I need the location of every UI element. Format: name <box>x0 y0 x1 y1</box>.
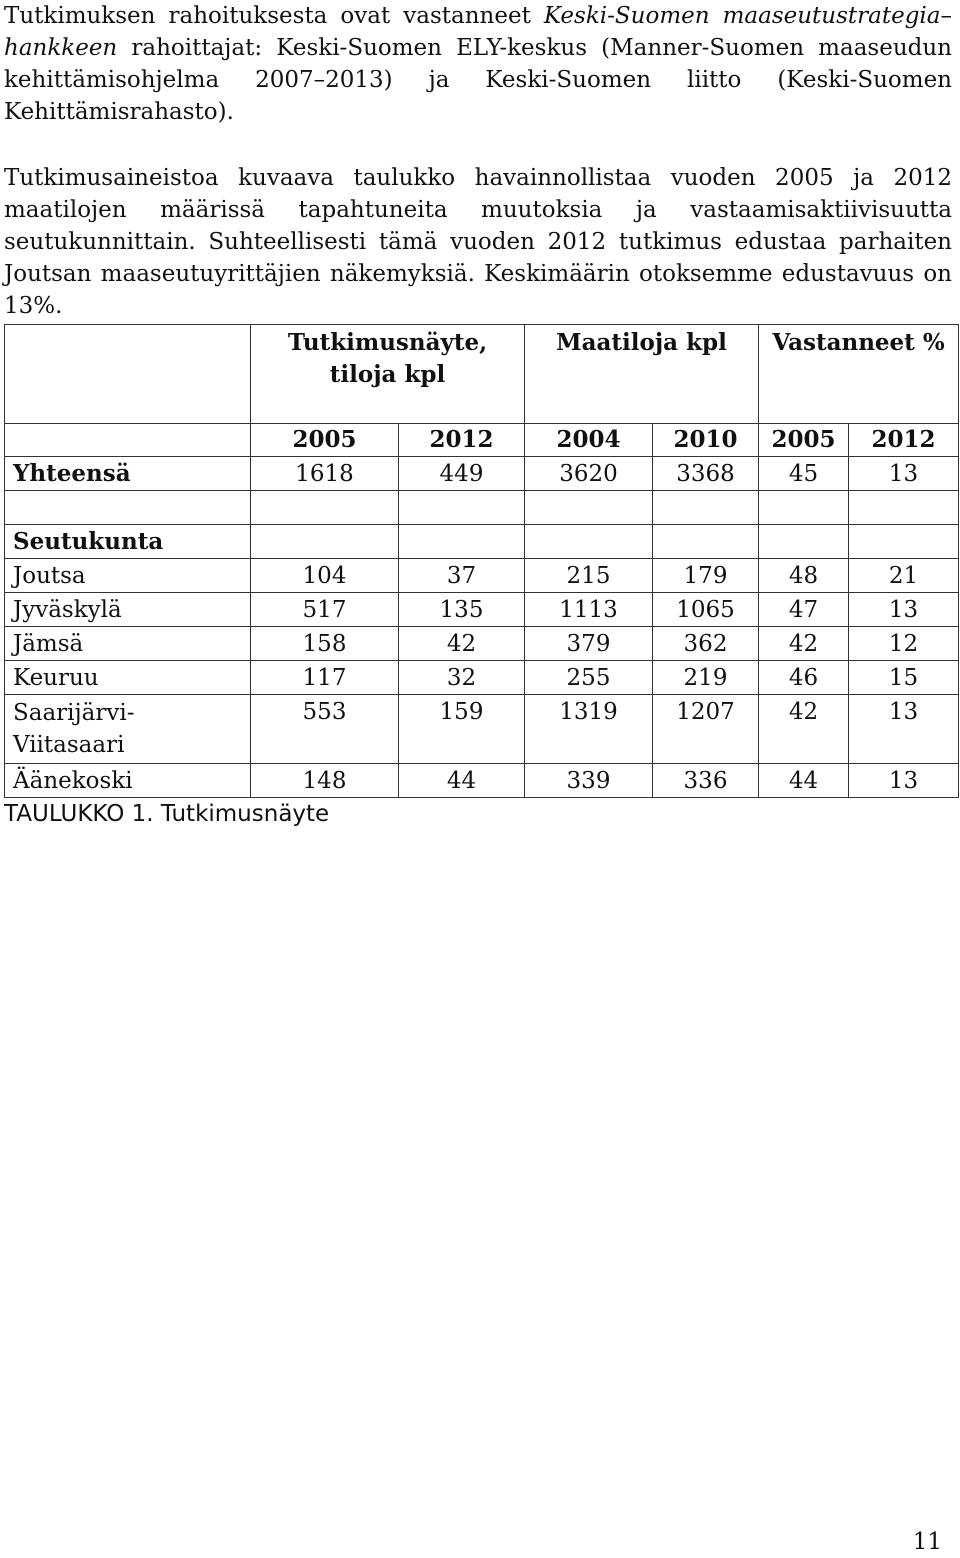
table-cell: 1065 <box>653 593 759 627</box>
page-number: 11 <box>912 1529 942 1555</box>
empty-cell <box>525 525 653 559</box>
table-header-row <box>5 325 959 424</box>
empty-cell <box>653 491 759 525</box>
empty-cell <box>5 491 251 525</box>
table-cell: 1113 <box>525 593 653 627</box>
table-cell: 42 <box>759 695 849 764</box>
region-label: Jämsä <box>5 627 251 661</box>
header-farms: Maatiloja kpl <box>525 325 759 424</box>
table-cell: 215 <box>525 559 653 593</box>
empty-cell <box>399 525 525 559</box>
sample-table <box>4 324 959 798</box>
table-cell: 517 <box>251 593 399 627</box>
years-empty-cell <box>5 424 251 457</box>
total-row <box>5 457 959 491</box>
year-cell: 2012 <box>849 424 959 457</box>
table-cell: 255 <box>525 661 653 695</box>
table-row <box>5 695 959 764</box>
table-cell: 104 <box>251 559 399 593</box>
empty-cell <box>759 491 849 525</box>
table-cell: 379 <box>525 627 653 661</box>
year-cell: 2010 <box>653 424 759 457</box>
table-cell: 12 <box>849 627 959 661</box>
table-cell: 362 <box>653 627 759 661</box>
table-cell: 159 <box>399 695 525 764</box>
year-cell: 2005 <box>251 424 399 457</box>
table-cell: 1319 <box>525 695 653 764</box>
empty-row <box>5 491 959 525</box>
year-cell: 2005 <box>759 424 849 457</box>
table-cell: 117 <box>251 661 399 695</box>
table-caption: TAULUKKO 1. Tutkimusnäyte <box>4 801 330 827</box>
table-cell: 158 <box>251 627 399 661</box>
table-cell: 219 <box>653 661 759 695</box>
table-cell: 553 <box>251 695 399 764</box>
funding-text-start: Tutkimuksen rahoituksesta ovat vastanneet <box>4 3 544 29</box>
table-cell: 339 <box>525 764 653 798</box>
table-cell: 179 <box>653 559 759 593</box>
table-cell: 45 <box>759 457 849 491</box>
table-cell: 148 <box>251 764 399 798</box>
table-cell: 37 <box>399 559 525 593</box>
empty-cell <box>399 491 525 525</box>
table-cell: 48 <box>759 559 849 593</box>
table-cell: 3620 <box>525 457 653 491</box>
header-responded: Vastanneet % <box>759 325 959 424</box>
table-cell: 135 <box>399 593 525 627</box>
funding-text-end: rahoittajat: Keski-Suomen ELY-keskus (Manner-Suomen maaseudun kehittämisohjelma 2007–2013) ja Keski-Suomen liitto (Keski-Suomen Kehittämisrahasto). <box>4 35 952 125</box>
year-cell: 2004 <box>525 424 653 457</box>
region-label: Keuruu <box>5 661 251 695</box>
table-cell: 21 <box>849 559 959 593</box>
table-cell: 32 <box>399 661 525 695</box>
table-row <box>5 559 959 593</box>
table-cell: 42 <box>759 627 849 661</box>
empty-cell <box>251 525 399 559</box>
empty-cell <box>759 525 849 559</box>
table-cell: 44 <box>399 764 525 798</box>
table-cell: 15 <box>849 661 959 695</box>
table-cell: 449 <box>399 457 525 491</box>
table-cell: 1618 <box>251 457 399 491</box>
region-label: Joutsa <box>5 559 251 593</box>
empty-cell <box>653 525 759 559</box>
table-row <box>5 627 959 661</box>
table-cell: 336 <box>653 764 759 798</box>
table-cell: 13 <box>849 593 959 627</box>
header-empty-cell <box>5 325 251 424</box>
table-row <box>5 661 959 695</box>
description-paragraph: Tutkimusaineistoa kuvaava taulukko havainnollistaa vuoden 2005 ja 2012 maatilojen määrissä tapahtuneita muutoksia ja vastaamisaktiivisuutta seutukunnittain. Suhteellisesti tämä vuoden 2012 tutkimus edustaa parhaiten Joutsan maaseutuyrittäjien näkemyksiä. Keskimäärin otoksemme edustavuus on 13%. <box>4 165 952 319</box>
empty-cell <box>849 525 959 559</box>
table-cell: 47 <box>759 593 849 627</box>
table-cell: 44 <box>759 764 849 798</box>
region-label: Jyväskylä <box>5 593 251 627</box>
table-cell: 13 <box>849 764 959 798</box>
table-cell: 46 <box>759 661 849 695</box>
table-cell: 13 <box>849 457 959 491</box>
region-label: Saarijärvi-Viitasaari <box>5 695 251 764</box>
section-label: Seutukunta <box>5 525 251 559</box>
table-cell: 3368 <box>653 457 759 491</box>
table-row <box>5 593 959 627</box>
section-row <box>5 525 959 559</box>
table-cell: 42 <box>399 627 525 661</box>
project-name: Keski-Suomen maaseutustrategia–hankkeen <box>4 3 953 61</box>
header-sample: Tutkimusnäyte, tiloja kpl <box>251 325 525 424</box>
table-row <box>5 764 959 798</box>
funding-paragraph <box>4 0 952 128</box>
empty-cell <box>849 491 959 525</box>
year-cell: 2012 <box>399 424 525 457</box>
total-label: Yhteensä <box>5 457 251 491</box>
table-cell: 1207 <box>653 695 759 764</box>
table-years-row <box>5 424 959 457</box>
table-cell: 13 <box>849 695 959 764</box>
empty-cell <box>251 491 399 525</box>
empty-cell <box>525 491 653 525</box>
region-label: Äänekoski <box>5 764 251 798</box>
